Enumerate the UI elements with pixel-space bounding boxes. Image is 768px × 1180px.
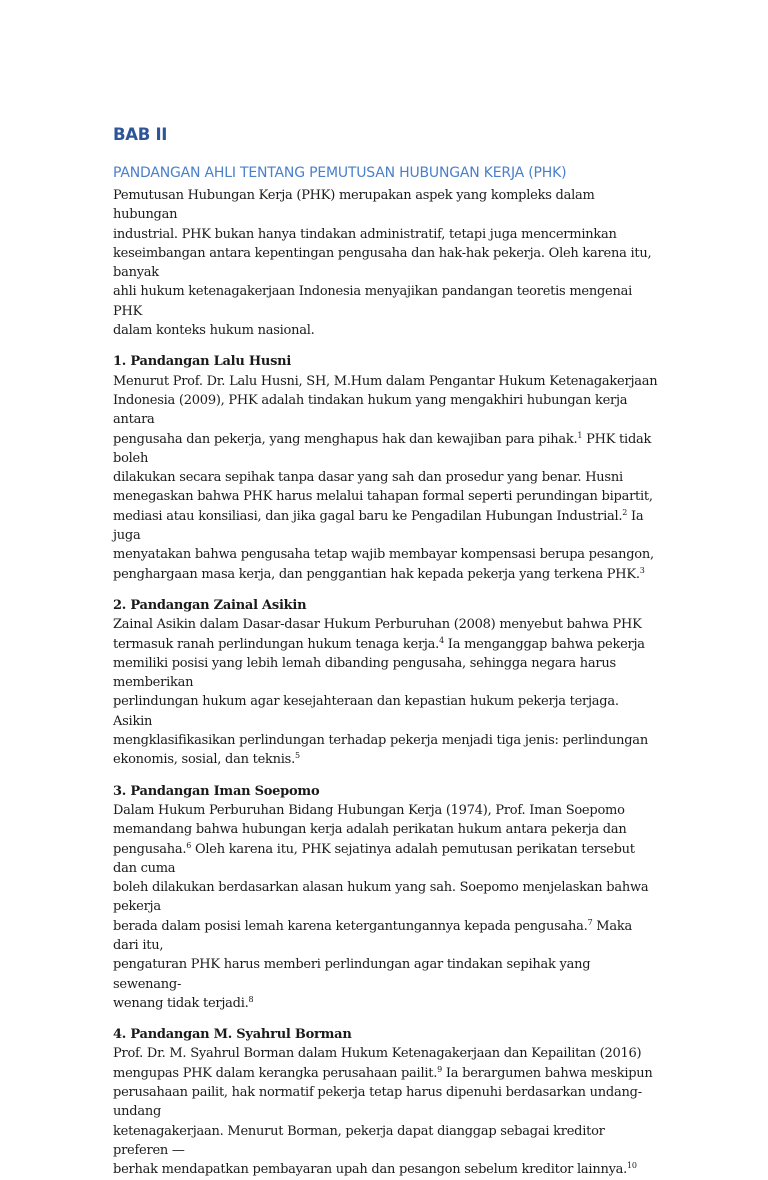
view-paragraph	[113, 615, 658, 769]
text-segment: Prof. Dr. M. Syahrul Borman dalam Hukum Ketenagakerjaan dan Kepailitan (2016)	[113, 1046, 642, 1062]
text-segment: menyatakan bahwa pengusaha tetap wajib membayar kompensasi berupa pesangon,	[113, 547, 654, 563]
text-segment: penghargaan masa kerja, dan penggantian hak kepada pekerja yang terkena PHK.	[113, 566, 640, 582]
text-segment: ekonomis, sosial, dan teknis.	[113, 752, 295, 768]
text-segment: mengupas PHK dalam kerangka perusahaan pailit.	[113, 1065, 438, 1081]
text-segment: perlindungan hukum agar kesejahteraan dan kepastian hukum pekerja terjaga. Asikin	[113, 694, 619, 729]
chapter-heading: BAB II	[113, 125, 168, 144]
text-segment: Dalam Hukum Perburuhan Bidang Hubungan Kerja (1974), Prof. Iman Soepomo	[113, 802, 625, 818]
footnote-ref[interactable]: 7	[587, 917, 593, 927]
text-segment: pengusaha dan pekerja, yang menghapus hak dan kewajiban para pihak.	[113, 431, 578, 447]
text-line: industrial. PHK bukan hanya tindakan administratif, tetapi juga mencerminkan	[113, 226, 617, 242]
text-segment: Zainal Asikin dalam Dasar-dasar Hukum Perburuhan (2008) menyebut bahwa PHK	[113, 617, 642, 633]
text-segment: berada dalam posisi lemah karena ketergantungannya kepada pengusaha.	[113, 918, 588, 934]
view-paragraph	[113, 801, 658, 1013]
text-segment: berhak mendapatkan pembayaran upah dan pesangon sebelum kreditor lainnya.	[113, 1162, 628, 1178]
footnote-ref[interactable]: 4	[439, 635, 444, 645]
text-line: keseimbangan antara kepentingan pengusaha dan hak-hak pekerja. Oleh karena itu, banyak	[113, 245, 652, 281]
text-segment: Ia berargumen bahwa meskipun	[441, 1065, 653, 1081]
section-title: PANDANGAN AHLI TENTANG PEMUTUSAN HUBUNGAN KERJA (PHK)	[113, 165, 567, 181]
text-segment: Ia menganggap bahwa pekerja	[443, 636, 645, 652]
section-gap	[113, 340, 658, 352]
text-segment: Oleh karena itu, PHK sejatinya adalah pemutusan perikatan tersebut dan cuma	[113, 841, 635, 876]
section-gap	[113, 1013, 658, 1025]
view-heading: 2. Pandangan Zainal Asikin	[113, 597, 307, 613]
text-segment: mediasi atau konsiliasi, dan jika gagal baru ke Pengadilan Hubungan Industrial.	[113, 508, 623, 524]
text-segment: menegaskan bahwa PHK harus melalui tahapan formal seperti perundingan bipartit,	[113, 489, 653, 505]
text-segment: ketenagakerjaan. Menurut Borman, pekerja dapat dianggap sebagai kreditor preferen —	[113, 1123, 605, 1158]
view-heading: 4. Pandangan M. Syahrul Borman	[113, 1027, 352, 1043]
text-segment: pengaturan PHK harus memberi perlindungan agar tindakan sepihak yang sewenang-	[113, 957, 591, 992]
text-line: dalam konteks hukum nasional.	[113, 323, 315, 339]
intro-paragraph	[113, 186, 658, 340]
footnote-ref[interactable]: 2	[622, 507, 628, 517]
section-gap	[113, 584, 658, 596]
footnote-ref[interactable]: 9	[437, 1064, 442, 1074]
view-heading: 3. Pandangan Iman Soepomo	[113, 783, 320, 799]
footnote-ref[interactable]: 5	[294, 751, 300, 761]
section-gap	[113, 770, 658, 782]
text-line: Pemutusan Hubungan Kerja (PHK) merupakan aspek yang kompleks dalam hubungan	[113, 188, 595, 223]
expert-views	[113, 340, 658, 1179]
text-segment: pengusaha.	[113, 841, 187, 857]
view-paragraph	[113, 1044, 658, 1179]
view-heading: 1. Pandangan Lalu Husni	[113, 354, 292, 370]
footnote-ref[interactable]: 8	[248, 994, 254, 1004]
view-paragraph	[113, 372, 658, 584]
footnote-ref[interactable]: 6	[186, 840, 192, 850]
text-segment: Maka dari itu,	[113, 918, 632, 953]
footnote-ref[interactable]: 10	[627, 1161, 637, 1171]
text-segment: mengklasifikasikan perlindungan terhadap pekerja menjadi tiga jenis: perlindungan	[113, 733, 648, 749]
text-segment: boleh dilakukan berdasarkan alasan hukum yang sah. Soepomo menjelaskan bahwa pekerja	[113, 880, 649, 915]
text-segment: Indonesia (2009), PHK adalah tindakan hukum yang mengakhiri hubungan kerja antara	[113, 392, 628, 428]
text-line: ahli hukum ketenagakerjaan Indonesia menyajikan pandangan teoretis mengenai PHK	[113, 284, 633, 319]
document-content	[113, 124, 658, 1180]
text-segment: termasuk ranah perlindungan hukum tenaga kerja.	[113, 636, 440, 652]
footnote-ref[interactable]: 1	[577, 430, 583, 440]
text-segment: wenang tidak terjadi.	[113, 995, 249, 1011]
text-segment: Menurut Prof. Dr. Lalu Husni, SH, M.Hum dalam Pengantar Hukum Ketenagakerjaan	[113, 373, 658, 389]
text-segment: perusahaan pailit, hak normatif pekerja tetap harus dipenuhi berdasarkan undang-undang	[113, 1085, 642, 1120]
footnote-ref[interactable]: 3	[639, 565, 645, 575]
text-segment: Ia juga	[113, 508, 644, 544]
text-segment: memandang bahwa hubungan kerja adalah perikatan hukum antara pekerja dan	[113, 822, 627, 838]
text-segment: memiliki posisi yang lebih lemah dibanding pengusaha, sehingga negara harus memberikan	[113, 655, 616, 691]
text-segment: PHK tidak boleh	[113, 431, 652, 466]
text-segment: dilakukan secara sepihak tanpa dasar yang sah dan prosedur yang benar. Husni	[113, 470, 623, 486]
